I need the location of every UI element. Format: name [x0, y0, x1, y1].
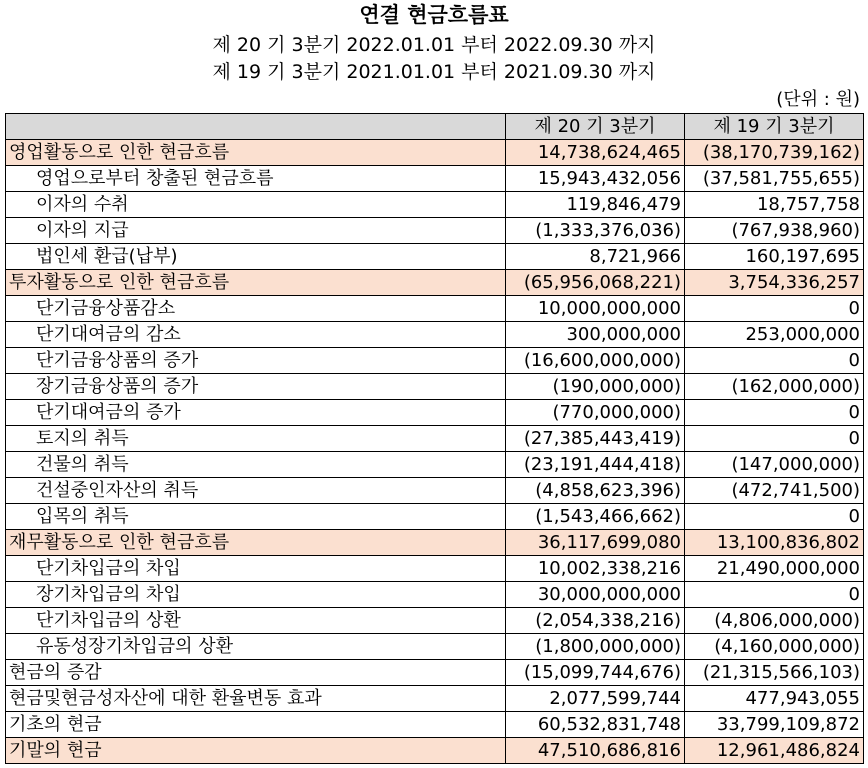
table-row	[6, 478, 864, 504]
row-previous-value: 3,754,336,257	[685, 270, 864, 296]
row-label: 단기차입금의 상환	[6, 608, 506, 634]
table-row	[6, 322, 864, 348]
row-label: 현금및현금성자산에 대한 환율변동 효과	[6, 686, 506, 712]
row-current-value: (15,099,744,676)	[506, 660, 685, 686]
row-label: 투자활동으로 인한 현금흐름	[6, 270, 506, 296]
period-current: 제 20 기 3분기 2022.01.01 부터 2022.09.30 까지	[212, 34, 656, 56]
row-current-value: (4,858,623,396)	[506, 478, 685, 504]
row-current-value: (1,333,376,036)	[506, 218, 685, 244]
table-row	[6, 556, 864, 582]
row-previous-value: 0	[685, 426, 864, 452]
table-row	[6, 634, 864, 660]
table-row	[6, 218, 864, 244]
row-current-value: (190,000,000)	[506, 374, 685, 400]
row-current-value: 119,846,479	[506, 192, 685, 218]
table-row	[6, 426, 864, 452]
table-header-row	[6, 114, 864, 140]
header-item	[6, 114, 506, 140]
row-previous-value: (38,170,739,162)	[685, 140, 864, 166]
row-current-value: 10,000,000,000	[506, 296, 685, 322]
row-previous-value: (37,581,755,655)	[685, 166, 864, 192]
table-row	[6, 374, 864, 400]
row-previous-value: (4,160,000,000)	[685, 634, 864, 660]
row-previous-value: 253,000,000	[685, 322, 864, 348]
row-previous-value: 0	[685, 504, 864, 530]
period-previous: 제 19 기 3분기 2021.01.01 부터 2021.09.30 까지	[212, 61, 656, 83]
row-current-value: 36,117,699,080	[506, 530, 685, 556]
table-row	[6, 686, 864, 712]
table-row	[6, 296, 864, 322]
row-current-value: (23,191,444,418)	[506, 452, 685, 478]
statement-title: 연결 현금흐름표	[359, 3, 509, 27]
row-previous-value: (4,806,000,000)	[685, 608, 864, 634]
cash-flow-table	[5, 113, 864, 764]
row-current-value: (770,000,000)	[506, 400, 685, 426]
row-current-value: (65,956,068,221)	[506, 270, 685, 296]
row-previous-value: 33,799,109,872	[685, 712, 864, 738]
row-previous-value: (162,000,000)	[685, 374, 864, 400]
row-label: 영업활동으로 인한 현금흐름	[6, 140, 506, 166]
row-previous-value: 0	[685, 296, 864, 322]
row-previous-value: (147,000,000)	[685, 452, 864, 478]
row-previous-value: (767,938,960)	[685, 218, 864, 244]
row-current-value: (16,600,000,000)	[506, 348, 685, 374]
table-row	[6, 530, 864, 556]
row-current-value: 2,077,599,744	[506, 686, 685, 712]
row-label: 유동성장기차입금의 상환	[6, 634, 506, 660]
table-row	[6, 270, 864, 296]
row-label: 현금의 증감	[6, 660, 506, 686]
row-previous-value: 13,100,836,802	[685, 530, 864, 556]
table-row	[6, 582, 864, 608]
table-row	[6, 712, 864, 738]
row-label: 이자의 수취	[6, 192, 506, 218]
row-previous-value: 12,961,486,824	[685, 738, 864, 764]
table-row	[6, 140, 864, 166]
row-previous-value: 18,757,758	[685, 192, 864, 218]
row-current-value: (27,385,443,419)	[506, 426, 685, 452]
row-current-value: (1,543,466,662)	[506, 504, 685, 530]
row-label: 법인세 환급(납부)	[6, 244, 506, 270]
table-row	[6, 244, 864, 270]
table-row	[6, 608, 864, 634]
row-label: 영업으로부터 창출된 현금흐름	[6, 166, 506, 192]
row-previous-value: 160,197,695	[685, 244, 864, 270]
row-current-value: 15,943,432,056	[506, 166, 685, 192]
table-body	[6, 140, 864, 764]
row-label: 토지의 취득	[6, 426, 506, 452]
row-label: 단기대여금의 증가	[6, 400, 506, 426]
row-current-value: 47,510,686,816	[506, 738, 685, 764]
row-current-value: 60,532,831,748	[506, 712, 685, 738]
unit-label: (단위 : 원)	[776, 89, 860, 110]
row-previous-value: 21,490,000,000	[685, 556, 864, 582]
row-previous-value: 477,943,055	[685, 686, 864, 712]
table-row	[6, 738, 864, 764]
row-previous-value: 0	[685, 582, 864, 608]
row-label: 장기금융상품의 증가	[6, 374, 506, 400]
row-previous-value: 0	[685, 348, 864, 374]
row-label: 이자의 지급	[6, 218, 506, 244]
table-row	[6, 192, 864, 218]
row-current-value: 8,721,966	[506, 244, 685, 270]
row-current-value: (2,054,338,216)	[506, 608, 685, 634]
row-label: 장기차입금의 차입	[6, 582, 506, 608]
table-row	[6, 504, 864, 530]
row-previous-value: 0	[685, 400, 864, 426]
header-current-period: 제 20 기 3분기	[506, 114, 685, 140]
row-label: 단기대여금의 감소	[6, 322, 506, 348]
row-previous-value: (472,741,500)	[685, 478, 864, 504]
row-current-value: 14,738,624,465	[506, 140, 685, 166]
table-row	[6, 166, 864, 192]
table-row	[6, 348, 864, 374]
table-row	[6, 400, 864, 426]
row-previous-value: (21,315,566,103)	[685, 660, 864, 686]
row-label: 단기차입금의 차입	[6, 556, 506, 582]
row-label: 재무활동으로 인한 현금흐름	[6, 530, 506, 556]
header-previous-period: 제 19 기 3분기	[685, 114, 864, 140]
row-current-value: 10,002,338,216	[506, 556, 685, 582]
row-current-value: (1,800,000,000)	[506, 634, 685, 660]
table-row	[6, 452, 864, 478]
row-label: 기초의 현금	[6, 712, 506, 738]
row-label: 기말의 현금	[6, 738, 506, 764]
row-current-value: 300,000,000	[506, 322, 685, 348]
row-label: 입목의 취득	[6, 504, 506, 530]
row-label: 건물의 취득	[6, 452, 506, 478]
row-label: 건설중인자산의 취득	[6, 478, 506, 504]
table-row	[6, 660, 864, 686]
row-label: 단기금융상품감소	[6, 296, 506, 322]
row-current-value: 30,000,000,000	[506, 582, 685, 608]
row-label: 단기금융상품의 증가	[6, 348, 506, 374]
